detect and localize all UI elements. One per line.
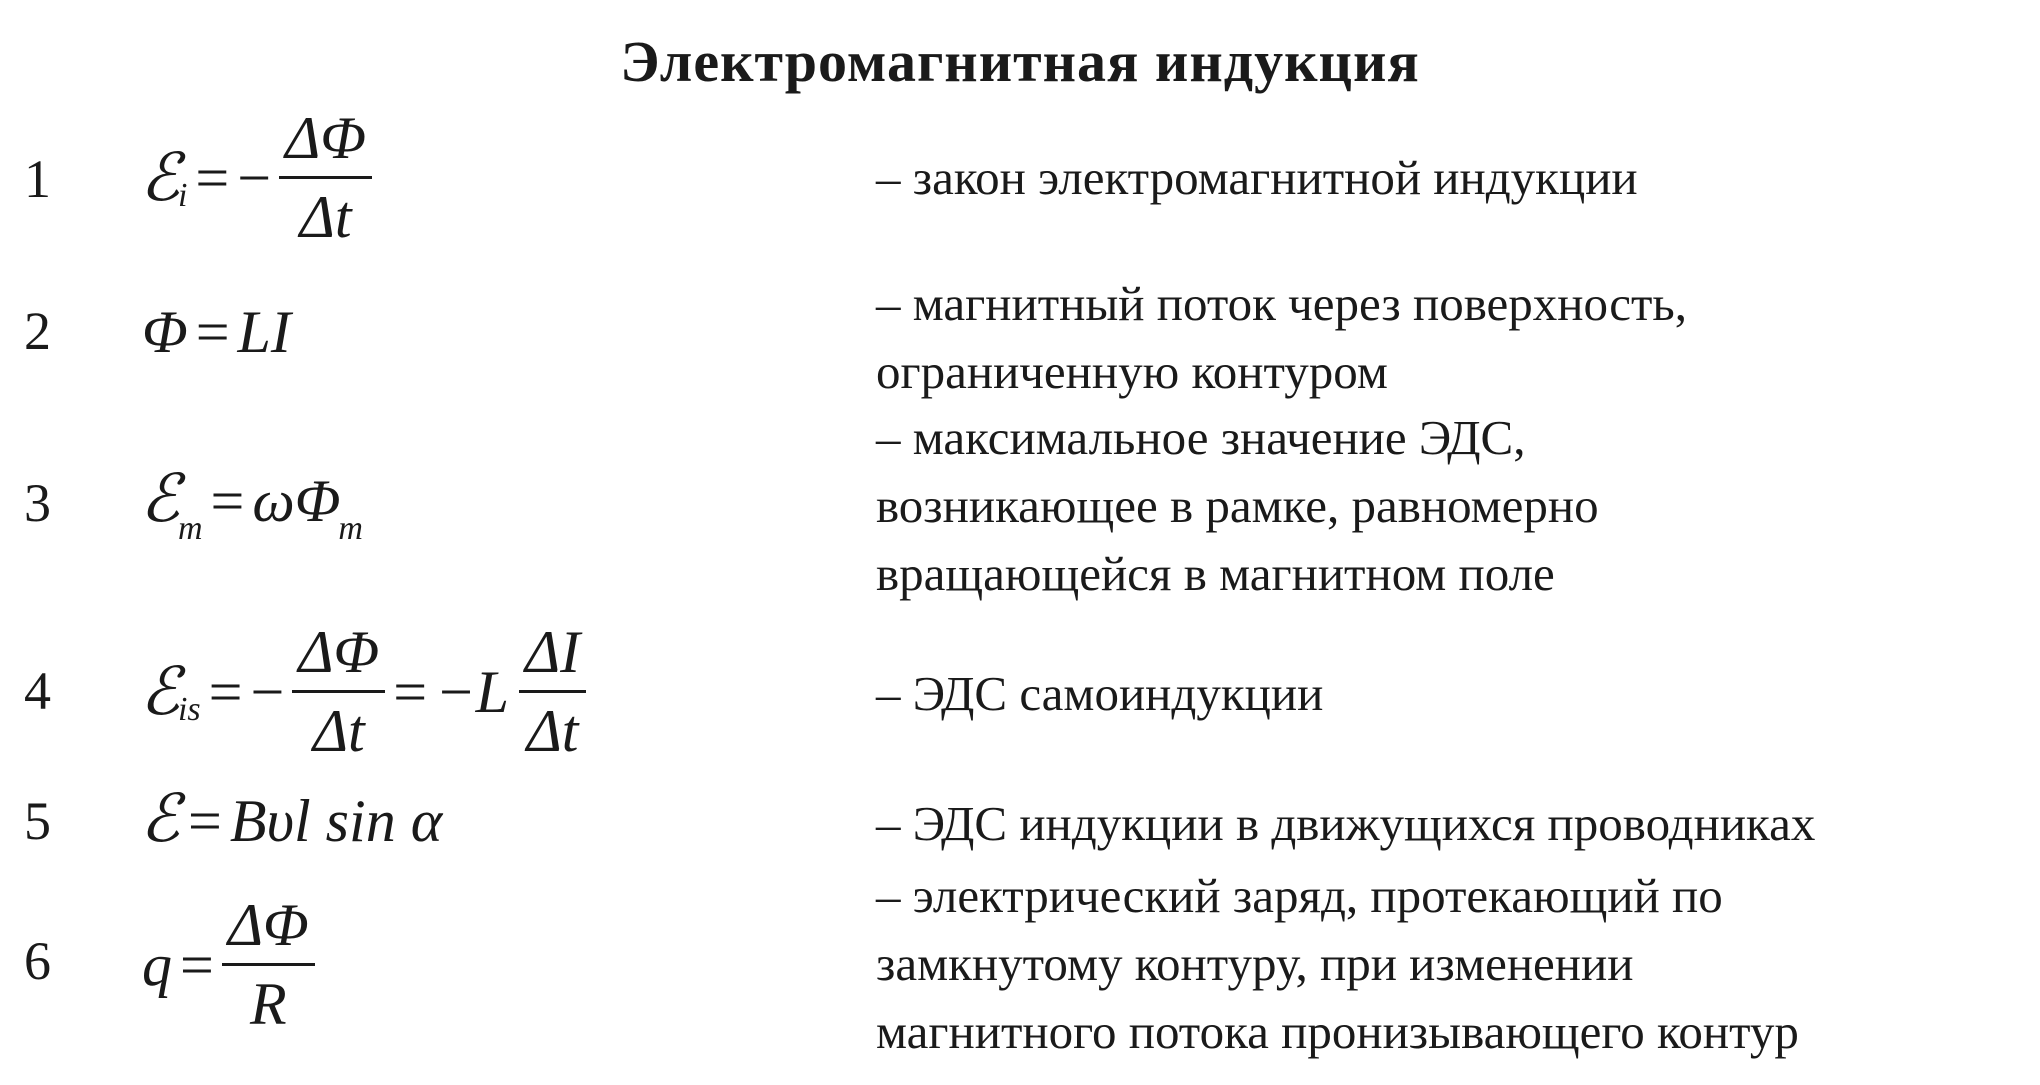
numerator: ΔΦ — [285, 105, 366, 171]
equals-sign: = — [180, 931, 214, 998]
description-line: возникающее в рамке, равномерно — [876, 478, 1599, 533]
description-2 — [876, 270, 1687, 406]
charge-symbol: q — [142, 931, 172, 998]
description-line: вращающейся в магнитном поле — [876, 546, 1555, 601]
flux-symbol: Φ — [142, 299, 188, 365]
formula-3 — [140, 460, 363, 547]
equals-sign: = — [208, 658, 243, 725]
description-line: – ЭДС самоиндукции — [876, 666, 1324, 721]
denominator: Δt — [292, 690, 385, 761]
numerator: ΔI — [524, 619, 581, 685]
subscript: is — [177, 690, 201, 728]
subscript: i — [177, 176, 188, 214]
fraction — [222, 892, 315, 1037]
emf-symbol: ℰ — [140, 780, 180, 857]
description-line: – ЭДС индукции в движущихся проводниках — [876, 796, 1816, 851]
denominator: Δt — [279, 176, 372, 247]
emf-symbol: ℰ — [140, 460, 180, 537]
emf-symbol: ℰ — [140, 652, 180, 730]
page-title: Электромагнитная индукция — [620, 29, 1420, 94]
equals-sign: = — [210, 468, 245, 534]
description-line: – электрический заряд, протекающий по — [876, 868, 1723, 923]
fraction — [519, 619, 586, 764]
minus-sign: − — [250, 658, 285, 725]
description-1 — [876, 144, 1638, 212]
description-5 — [876, 790, 1815, 858]
emf-symbol: ℰ — [140, 138, 180, 216]
equals-sign: = — [195, 299, 230, 365]
description-line: замкнутому контуру, при изменении — [876, 936, 1634, 991]
subscript: m — [177, 510, 203, 547]
formula-4 — [140, 619, 586, 764]
formula-1 — [140, 105, 372, 250]
description-3 — [876, 404, 1599, 608]
subscript: m — [338, 510, 363, 547]
denominator: R — [222, 963, 315, 1034]
description-line: – закон электромагнитной индукции — [876, 150, 1638, 205]
description-6 — [876, 862, 1799, 1066]
formula-number-4: 4 — [24, 661, 51, 721]
description-line: ограниченную контуром — [876, 344, 1388, 399]
fraction — [279, 105, 372, 250]
formula-number-3: 3 — [24, 473, 51, 533]
formula-number-6: 6 — [24, 931, 51, 991]
minus-sign: − — [237, 144, 272, 211]
formula-number-5: 5 — [24, 791, 51, 851]
equals-sign: = — [195, 144, 230, 211]
description-line: – магнитный поток через поверхность, — [876, 276, 1688, 331]
formula-number-2: 2 — [24, 301, 51, 361]
formula-2 — [142, 299, 291, 365]
equals-sign: = — [393, 658, 428, 725]
fraction — [292, 619, 385, 764]
numerator: ΔΦ — [298, 619, 380, 685]
formula-6 — [142, 892, 315, 1037]
formula-rhs: Bυl sin α — [229, 788, 443, 854]
formula-number-1: 1 — [24, 149, 51, 209]
denominator: Δt — [519, 690, 586, 761]
coefficient: −L — [435, 658, 509, 725]
numerator: ΔΦ — [227, 892, 309, 958]
equals-sign: = — [187, 788, 222, 854]
description-line: – максимальное значение ЭДС, — [876, 410, 1526, 465]
formula-rhs: ωΦ — [252, 468, 341, 534]
formula-rhs: LI — [237, 299, 291, 365]
description-4 — [876, 660, 1323, 728]
formula-5 — [140, 780, 443, 857]
description-line: магнитного потока пронизывающего контур — [876, 1004, 1799, 1059]
